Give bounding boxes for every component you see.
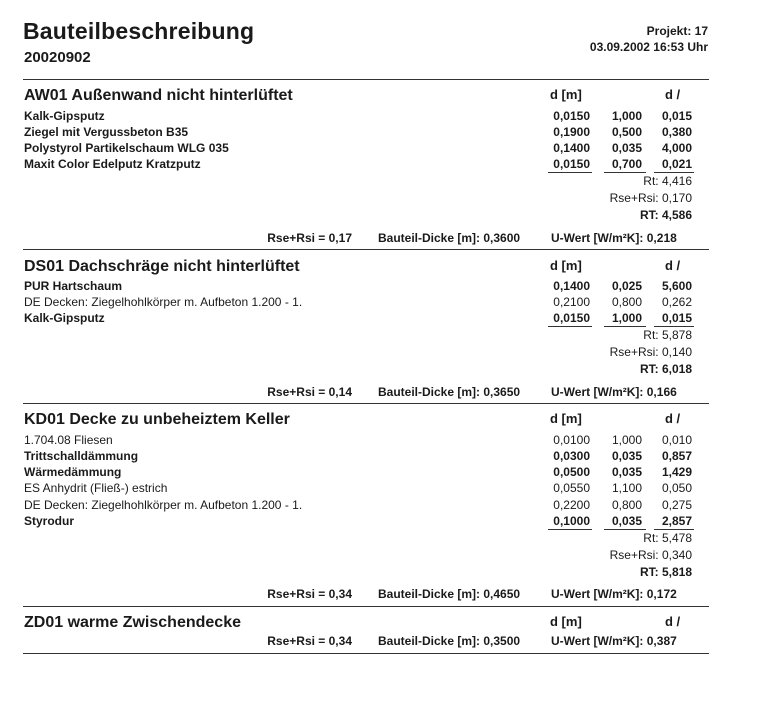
sum-underline: [604, 326, 646, 327]
column-header-d: d [m]: [550, 87, 582, 102]
section-divider: [23, 606, 709, 607]
layer-lambda: 0,800: [611, 295, 642, 309]
document-number: 20020902: [24, 49, 91, 66]
layer-lambda: 1,000: [611, 433, 642, 447]
sum-underline: [604, 529, 646, 530]
document-datetime: 03.09.2002 16:53 Uhr: [589, 40, 708, 54]
sum-underline: [548, 529, 592, 530]
layer-lambda: 0,035: [611, 514, 642, 528]
layer-thickness: 0,1400: [553, 279, 590, 293]
layer-thickness: 0,0150: [553, 311, 590, 325]
rse-rsi-value: Rse+Rsi: 0,170: [609, 191, 692, 205]
total-rt-value: RT: 5,818: [639, 565, 692, 579]
footer-rse-rsi: Rse+Rsi = 0,34: [267, 587, 352, 601]
layer-name: Ziegel mit Vergussbeton B35: [24, 125, 189, 139]
layer-resistance: 0,015: [661, 311, 692, 325]
sum-underline: [604, 172, 646, 173]
layer-name: Trittschalldämmung: [24, 449, 139, 463]
sum-underline: [548, 172, 592, 173]
rt-value: Rt: 4,416: [643, 174, 692, 188]
footer-u-value: U-Wert [W/m²K]: 0,218: [551, 231, 677, 245]
layer-resistance: 2,857: [661, 514, 692, 528]
footer-rse-rsi: Rse+Rsi = 0,34: [267, 634, 352, 648]
layer-name: Maxit Color Edelputz Kratzputz: [24, 157, 201, 171]
layer-resistance: 0,275: [661, 498, 692, 512]
layer-name: DE Decken: Ziegelhohlkörper m. Aufbeton 1.200 - 1.: [24, 498, 303, 512]
layer-lambda: 0,035: [611, 141, 642, 155]
layer-resistance: 0,010: [661, 433, 692, 447]
layer-thickness: 0,2100: [553, 295, 590, 309]
layer-thickness: 0,0100: [553, 433, 590, 447]
footer-u-value: U-Wert [W/m²K]: 0,387: [551, 634, 677, 648]
layer-resistance: 0,050: [661, 481, 692, 495]
layer-lambda: 0,700: [611, 157, 642, 171]
rt-value: Rt: 5,478: [643, 531, 692, 545]
layer-lambda: 0,800: [611, 498, 642, 512]
footer-rse-rsi: Rse+Rsi = 0,17: [267, 231, 352, 245]
column-header-lambda: d /: [665, 614, 681, 629]
layer-name: DE Decken: Ziegelhohlkörper m. Aufbeton 1.200 - 1.: [24, 295, 303, 309]
layer-lambda: 0,025: [611, 279, 642, 293]
layer-lambda: 0,500: [611, 125, 642, 139]
layer-name: Wärmedämmung: [24, 465, 122, 479]
total-rt-value: RT: 4,586: [639, 208, 692, 222]
column-header-lambda: d /: [665, 258, 681, 273]
total-rt-value: RT: 6,018: [639, 362, 692, 376]
column-header-lambda: d /: [665, 87, 681, 102]
sum-underline: [654, 172, 694, 173]
layer-name: Polystyrol Partikelschaum WLG 035: [24, 141, 229, 155]
layer-thickness: 0,0550: [553, 481, 590, 495]
layer-thickness: 0,0500: [553, 465, 590, 479]
sum-underline: [654, 326, 694, 327]
layer-lambda: 1,100: [611, 481, 642, 495]
layer-resistance: 4,000: [661, 141, 692, 155]
header-divider: [23, 79, 709, 80]
footer-thickness: Bauteil-Dicke [m]: 0,4650: [378, 587, 521, 601]
layer-resistance: 0,380: [661, 125, 692, 139]
layer-resistance: 0,262: [661, 295, 692, 309]
section-divider: [23, 403, 709, 404]
section-heading: DS01 Dachschräge nicht hinterlüftet: [24, 258, 300, 275]
section-heading: AW01 Außenwand nicht hinterlüftet: [24, 87, 293, 104]
section-heading: KD01 Decke zu unbeheiztem Keller: [24, 411, 290, 428]
layer-name: Kalk-Gipsputz: [24, 311, 105, 325]
layer-lambda: 1,000: [611, 311, 642, 325]
layer-thickness: 0,1900: [553, 125, 590, 139]
section-heading: ZD01 warme Zwischendecke: [24, 614, 241, 631]
layer-lambda: 1,000: [611, 109, 642, 123]
layer-thickness: 0,0150: [553, 157, 590, 171]
layer-thickness: 0,0150: [553, 109, 590, 123]
rse-rsi-value: Rse+Rsi: 0,140: [609, 345, 692, 359]
layer-resistance: 0,015: [661, 109, 692, 123]
sum-underline: [548, 326, 592, 327]
layer-name: ES Anhydrit (Fließ-) estrich: [24, 481, 168, 495]
layer-resistance: 1,429: [661, 465, 692, 479]
section-divider: [23, 653, 709, 654]
footer-thickness: Bauteil-Dicke [m]: 0,3650: [378, 385, 521, 399]
layer-thickness: 0,1000: [553, 514, 590, 528]
layer-resistance: 0,857: [661, 449, 692, 463]
layer-lambda: 0,035: [611, 465, 642, 479]
column-header-lambda: d /: [665, 411, 681, 426]
layer-name: Styrodur: [24, 514, 75, 528]
footer-thickness: Bauteil-Dicke [m]: 0,3500: [378, 634, 521, 648]
rt-value: Rt: 5,878: [643, 328, 692, 342]
layer-name: PUR Hartschaum: [24, 279, 123, 293]
column-header-d: d [m]: [550, 411, 582, 426]
layer-lambda: 0,035: [611, 449, 642, 463]
footer-thickness: Bauteil-Dicke [m]: 0,3600: [378, 231, 521, 245]
footer-u-value: U-Wert [W/m²K]: 0,172: [551, 587, 677, 601]
layer-thickness: 0,1400: [553, 141, 590, 155]
sum-underline: [654, 529, 694, 530]
column-header-d: d [m]: [550, 258, 582, 273]
footer-u-value: U-Wert [W/m²K]: 0,166: [551, 385, 677, 399]
layer-thickness: 0,0300: [553, 449, 590, 463]
layer-name: 1.704.08 Fliesen: [24, 433, 113, 447]
layer-resistance: 5,600: [661, 279, 692, 293]
section-divider: [23, 249, 709, 250]
layer-name: Kalk-Gipsputz: [24, 109, 105, 123]
layer-thickness: 0,2200: [553, 498, 590, 512]
footer-rse-rsi: Rse+Rsi = 0,14: [267, 385, 352, 399]
document-title: Bauteilbeschreibung: [23, 18, 255, 44]
column-header-d: d [m]: [550, 614, 582, 629]
project-label: Projekt: 17: [646, 24, 708, 38]
layer-resistance: 0,021: [661, 157, 692, 171]
rse-rsi-value: Rse+Rsi: 0,340: [609, 548, 692, 562]
